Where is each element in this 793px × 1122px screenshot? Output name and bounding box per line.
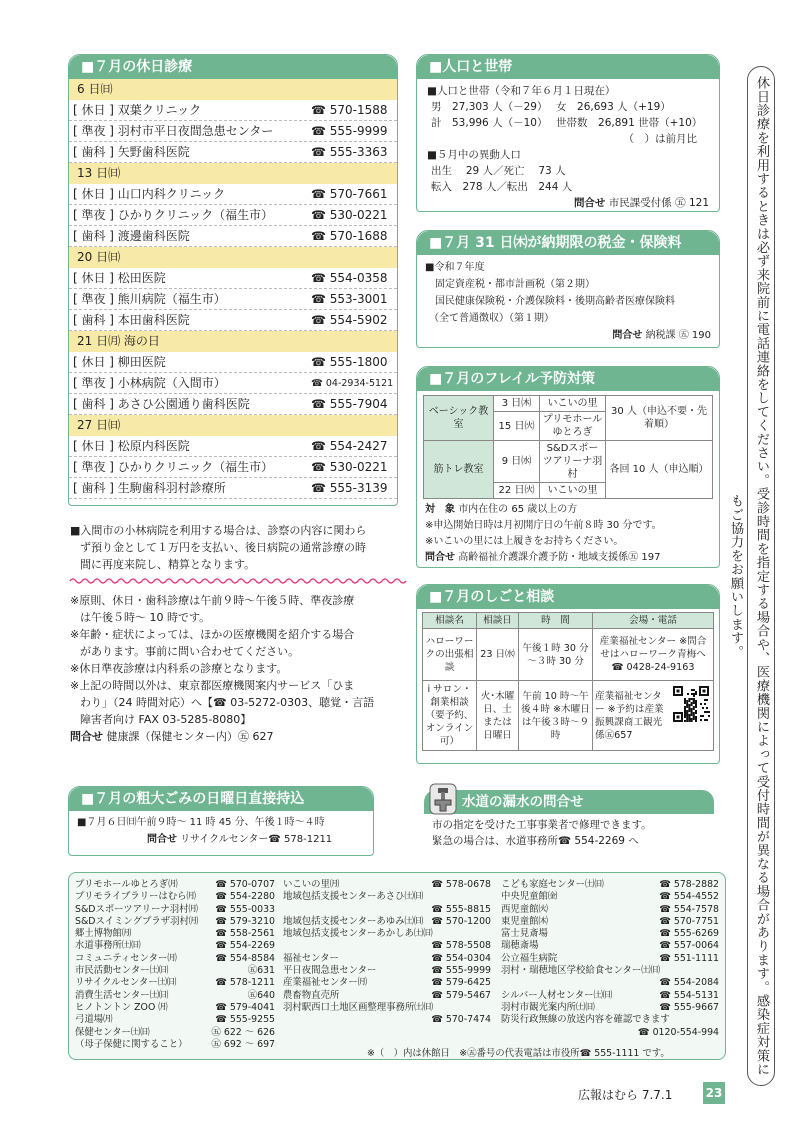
note-line: ※年齢・症状によっては、ほかの医療機関を紹介する場合 (70, 628, 355, 641)
facility-name: 瑞穂斎場 (501, 940, 539, 952)
clinic-name: [ 準夜 ] 羽村市平日夜間急患センター (73, 124, 274, 138)
clinic-name: [ 歯科 ] あさひ公園通り歯科医院 (73, 397, 250, 411)
directory-entry (283, 990, 491, 1002)
holiday-panel (68, 54, 398, 506)
directory-entry (75, 940, 275, 952)
directory-entry (283, 916, 491, 928)
jobs-day: 火･木曜日、土または日曜日 (477, 681, 519, 751)
directory-entry (501, 1002, 719, 1014)
pop-line: 男 27,303 人（－29） 女 26,693 人（+19） (431, 101, 671, 113)
directory-entry (283, 879, 491, 891)
facility-name: 羽村市観光案内所㈯㈰ (501, 1001, 595, 1013)
target-value: 市内在住の 65 歳以上の方 (458, 504, 578, 515)
directory-entry (75, 1039, 275, 1051)
directory-entry (501, 990, 719, 1002)
holiday-row (69, 394, 397, 415)
clinic-name: [ 歯科 ] 本田歯科医院 (73, 313, 190, 327)
directory-entry (501, 940, 719, 952)
facility-name: 羽村・瑞穂地区学校給食センター㈯㈰ (501, 965, 661, 977)
course-date: 9 日㈬ (494, 441, 540, 483)
facility-phone[interactable]: ㊄631 (247, 965, 275, 977)
note-line: 障害者向け FAX 03-5285-8080】 (80, 713, 252, 726)
target-label: 対 象 (425, 504, 455, 515)
contact-label: 問合せ (573, 197, 606, 209)
facility-phone[interactable]: ☎ 570-0707 (215, 879, 275, 890)
directory-entry (501, 953, 719, 965)
note-line: ■入間市の小林病院を利用する場合は、診察の内容に関わら (70, 524, 367, 537)
facility-name: 富士見斎場 (501, 928, 548, 940)
facility-phone[interactable]: ㊄640 (247, 989, 275, 1001)
frail-target (425, 502, 711, 518)
facility-phone[interactable]: ☎ 570-7474 (431, 1014, 491, 1026)
tax-line: ■令和７年度 (425, 262, 485, 273)
facility-phone[interactable]: ㊄ 692 ～ 697 (211, 1038, 275, 1050)
jobs-time: 午後１時 30 分～３時 30 分 (519, 629, 593, 681)
note-line: があります。事前に問い合わせてください。 (80, 645, 300, 658)
course-capacity: 30 人（申込不要・先着順） (606, 396, 713, 441)
tax-line: （全て普通徴収）（第１期） (429, 313, 554, 324)
faucet-icon (426, 778, 460, 818)
tax-line: 国民健康保険税・介護保険料・後期高齢者医療保険料 (435, 296, 675, 307)
clinic-name: [ 準夜 ] ひかりクリニック（福生市） (73, 208, 274, 222)
clinic-phone[interactable]: ☎ 554-5902 (311, 313, 388, 327)
facility-name: 水道事務所㈯㈰ (75, 940, 141, 952)
frail-note: ※いこいの里には上履きをお持ちください。 (425, 536, 624, 547)
holiday-date: 20 日㈰ (69, 247, 397, 268)
contact-value: 市民課受付係 ㊄ 121 (608, 197, 709, 209)
facility-name (283, 1014, 431, 1026)
facility-name: 平日夜間急患センター (283, 965, 377, 977)
holiday-row (69, 289, 397, 310)
contact-value: リサイクルセンター☎ 578-1211 (180, 834, 333, 845)
jobs-title: ■７月のしごと相談 (417, 585, 719, 609)
course-date: 15 日㈫ (494, 412, 540, 441)
note-line: ※上記の時間以外は、東京都医療機関案内サービス「ひま (70, 679, 355, 692)
note-line: わり」（24 時間対応）へ【☎ 03-5272-0303、聴覚・言語 (80, 696, 375, 709)
jobs-name: i サロン・創業相談（要予約、オンライン可） (423, 681, 477, 751)
tax-contact (425, 327, 711, 344)
frail-note: ※申込開始日時は月初開庁日の午前８時 30 分です。 (425, 520, 662, 531)
holiday-row (69, 226, 397, 247)
course-place: いこいの里 (540, 396, 606, 412)
holiday-date: 27 日㈰ (69, 415, 397, 436)
facility-phone[interactable]: ☎ 578-1211 (215, 977, 275, 989)
tax-panel (416, 230, 720, 348)
directory-entry (75, 1002, 275, 1014)
directory-entry (75, 965, 275, 977)
clinic-name: [ 休日 ] 松田医院 (73, 271, 166, 285)
clinic-name: [ 準夜 ] ひかりクリニック（福生市） (73, 460, 274, 474)
facility-directory (68, 872, 726, 1060)
holiday-row (69, 457, 397, 478)
clinic-phone[interactable]: ☎ 553-3001 (311, 292, 388, 306)
directory-footnote: ※（ ）内は休館日 ※㊄番号の代表電話は市役所☎ 555-1111 です。 (367, 1048, 670, 1059)
holiday-row (69, 184, 397, 205)
frail-contact (425, 550, 711, 566)
facility-phone[interactable]: ☎ 554-8584 (215, 952, 275, 964)
holiday-list (69, 79, 397, 499)
directory-entry (501, 977, 719, 989)
directory-entry (75, 879, 275, 891)
facility-name: 市民活動センター㈯㈰ (75, 965, 169, 977)
facility-phone[interactable]: ☎ 554-0304 (431, 952, 491, 964)
clinic-name: [ 歯科 ] 生駒歯科羽村診療所 (73, 481, 226, 495)
directory-entry (501, 904, 719, 916)
directory-entry (501, 879, 719, 891)
directory-entry (283, 940, 491, 952)
directory-entry (75, 990, 275, 1002)
contact-value: 高齢福祉介護課介護予防・地域支援係㊄ 197 (458, 552, 661, 563)
population-panel (416, 54, 720, 212)
jobs-venue (593, 681, 714, 751)
contact-label: 問合せ (612, 330, 643, 341)
facility-phone[interactable]: ☎ 558-2561 (215, 928, 275, 940)
clinic-phone[interactable]: ☎ 570-1688 (311, 229, 388, 243)
facility-name: コミュニティセンター㈪ (75, 952, 177, 964)
qr-code-icon[interactable] (672, 685, 710, 723)
jobs-header: 相談日 (477, 613, 519, 629)
facility-name: シルバー人材センター㈯㈰ (501, 989, 613, 1001)
jobs-header: 相談名 (423, 613, 477, 629)
clinic-phone[interactable]: ☎ 570-7661 (311, 187, 388, 201)
facility-phone[interactable]: ☎ 554-2269 (215, 940, 275, 952)
water-title (424, 790, 714, 814)
directory-entry (75, 977, 275, 989)
facility-phone[interactable]: ☎ 554-7578 (659, 903, 719, 915)
facility-phone[interactable]: ☎ 555-9999 (431, 965, 491, 977)
facility-phone[interactable]: ㊄ 622 ～ 626 (211, 1026, 275, 1038)
clinic-name: [ 準夜 ] 熊川病院（福生市） (73, 292, 226, 306)
facility-phone[interactable]: ☎ 555-9667 (659, 1001, 719, 1013)
facility-phone[interactable]: ☎ 578-2882 (659, 879, 719, 890)
clinic-name: [ 歯科 ] 渡邊歯科医院 (73, 229, 190, 243)
gomi-title: ■７月の粗大ごみの日曜日直接持込 (69, 787, 373, 811)
water-line: 市の指定を受けた工事事業者で修理できます。 (432, 819, 652, 831)
holiday-title: ■７月の休日診療 (69, 55, 397, 79)
directory-entry (283, 928, 491, 940)
pop-line: 転入 278 人／転出 244 人 (431, 181, 573, 193)
holiday-date: 13 日㈰ (69, 163, 397, 184)
directory-entry (501, 891, 719, 903)
jobs-day: 23 日㈬ (477, 629, 519, 681)
facility-name: 防災行政無線の放送内容を確認できます (501, 1014, 670, 1026)
holiday-row (69, 268, 397, 289)
clinic-name: [ 休日 ] 双葉クリニック (73, 103, 202, 117)
facility-name: 福祉センター (283, 952, 339, 964)
facility-phone[interactable]: ☎ 554-2280 (215, 891, 275, 903)
clinic-phone[interactable]: ☎ 555-7904 (311, 397, 388, 411)
facility-phone[interactable]: ☎ 579-4041 (215, 1001, 275, 1013)
course-date: 3 日㈭ (494, 396, 540, 412)
directory-entry (501, 928, 719, 940)
jobs-table (422, 612, 714, 751)
clinic-name: [ 休日 ] 山口内科クリニック (73, 187, 226, 201)
directory-column-2 (283, 879, 491, 1027)
wave-divider (70, 576, 400, 586)
clinic-phone[interactable]: ☎ 530-0221 (311, 460, 388, 474)
facility-name: プリモライブラリーはむら㈪ (75, 891, 196, 903)
clinic-phone[interactable]: ☎ 570-1588 (311, 103, 388, 117)
contact-label: 問合せ (70, 730, 103, 743)
tax-title: ■７月 31 日㈭が納期限の税金・保険料 (417, 231, 719, 255)
note-line: ※休日準夜診療は内科系の診療となります。 (70, 662, 288, 675)
clinic-phone[interactable]: ☎ 554-2427 (311, 439, 388, 453)
jobs-header: 時 間 (519, 613, 593, 629)
directory-entry (75, 928, 275, 940)
clinic-phone[interactable]: ☎ 04-2934-5121 (311, 378, 394, 389)
facility-phone[interactable]: ☎ 570-1200 (431, 915, 491, 927)
directory-entry (501, 1014, 719, 1026)
facility-name: 地域包括支援センターあさひ㈯㈰ (283, 891, 424, 903)
directory-entry (501, 1027, 719, 1039)
facility-name: 中央児童館㈮ (501, 891, 558, 903)
directory-entry (283, 965, 491, 977)
water-panel (424, 790, 714, 856)
facility-name: S&Dスイミングプラザ羽村㈪ (75, 915, 199, 927)
holiday-date: 21 日㈪ 海の日 (69, 331, 397, 352)
page-number: 23 (703, 1082, 725, 1104)
facility-phone[interactable]: ☎ 554-2084 (659, 977, 719, 989)
pop-line: ■５月中の異動人口 (427, 149, 521, 161)
facility-name (283, 904, 431, 916)
facility-name: 郷土博物館㈪ (75, 928, 132, 940)
contact-label: 問合せ (425, 552, 455, 563)
facility-name: 消費生活センター㈯㈰ (75, 989, 169, 1001)
facility-phone[interactable]: ☎ 578-5508 (431, 940, 491, 952)
facility-phone[interactable]: ☎ 578-0678 (431, 879, 491, 890)
contact-label: 問合せ (147, 834, 177, 845)
directory-entry (75, 916, 275, 928)
facility-name (283, 940, 431, 952)
directory-entry (501, 916, 719, 928)
facility-name: 保健センター㈯㈰ (75, 1026, 150, 1038)
facility-phone[interactable]: ☎ 554-4552 (659, 891, 719, 903)
jobs-venue: 産業福祉センター ※問合せはハローワーク青梅へ ☎ 0428-24-9163 (593, 629, 714, 681)
clinic-phone[interactable]: ☎ 555-1800 (311, 355, 388, 369)
holiday-row (69, 100, 397, 121)
facility-name: 西児童館㈫ (501, 903, 548, 915)
facility-name: 産業福祉センター㈪ (283, 977, 368, 989)
clinic-name: [ 休日 ] 柳田医院 (73, 355, 166, 369)
facility-name: 羽村駅西口土地区画整理事務所㈯㈰ (283, 1001, 434, 1013)
facility-phone[interactable]: ☎ 551-1111 (659, 952, 719, 964)
course-place: いこいの里 (540, 483, 606, 499)
directory-entry (283, 1002, 491, 1014)
facility-name: リサイクルセンター㈯㈰ (75, 977, 177, 989)
directory-column-3 (501, 879, 719, 1039)
gomi-panel (68, 786, 374, 856)
clinic-name: [ 歯科 ] 矢野歯科医院 (73, 145, 190, 159)
holiday-row (69, 436, 397, 457)
facility-phone[interactable]: ☎ 554-5131 (659, 989, 719, 1001)
pop-line: ■人口と世帯（令和７年６月１日現在） (427, 85, 616, 97)
holiday-row (69, 310, 397, 331)
facility-phone[interactable]: ☎ 557-0064 (659, 940, 719, 952)
facility-phone[interactable]: ☎ 555-6269 (659, 928, 719, 940)
directory-entry (283, 977, 491, 989)
jobs-time: 午前 10 時～午後４時 ※木曜日は午後３時～９時 (519, 681, 593, 751)
directory-column-1 (75, 879, 275, 1051)
holiday-row (69, 142, 397, 163)
course-place: プリモホールゆとろぎ (540, 412, 606, 441)
clinic-name: [ 準夜 ] 小林病院（入間市） (73, 376, 226, 390)
holiday-notes (70, 592, 400, 745)
note-line: ず預り金として１万円を支払い、後日病院の通常診療の時 (80, 541, 366, 554)
course-name: ベーシック教室 (424, 396, 494, 441)
facility-phone[interactable]: ☎ 579-6425 (431, 977, 491, 989)
clinic-phone[interactable]: ☎ 555-3363 (311, 145, 388, 159)
pop-line: 出生 29 人／死亡 73 人 (431, 165, 566, 177)
facility-name: 地域包括支援センターあかしあ㈯㈰ (283, 928, 433, 940)
facility-name: 地域包括支援センターあゆみ㈯㈰ (283, 915, 424, 927)
facility-name: いこいの里㈪ (283, 879, 340, 890)
population-contact (427, 195, 709, 211)
directory-entry (283, 891, 491, 903)
facility-phone[interactable]: ☎ 579-5467 (431, 989, 491, 1001)
directory-entry (283, 953, 491, 965)
facility-phone[interactable]: ☎ 555-9255 (215, 1014, 275, 1026)
jobs-name: ハローワークの出張相談 (423, 629, 477, 681)
frail-table (423, 395, 713, 499)
frail-title: ■７月のフレイル予防対策 (417, 367, 719, 391)
facility-name: ヒノトントン ZOO ㈪ (75, 1001, 168, 1013)
holiday-date: 6 日㈰ (69, 79, 397, 100)
directory-entry (75, 1014, 275, 1026)
facility-name: S&Dスポーツアリーナ羽村㈪ (75, 903, 198, 915)
contact-value: 納税課 ㊄ 190 (645, 330, 711, 341)
jobs-panel (416, 584, 720, 764)
facility-name: 弓道場㈪ (75, 1014, 113, 1026)
clinic-phone[interactable]: ☎ 555-9999 (311, 124, 388, 138)
gomi-contact (77, 831, 365, 848)
note-line: 間に再度来院し、精算となります。 (80, 558, 256, 571)
facility-name: 農畜物直売所 (283, 989, 340, 1001)
pop-line: 計 53,996 人（－10） 世帯数 26,891 世帯（+10） (431, 117, 703, 129)
clinic-name: [ 休日 ] 松原内科医院 (73, 439, 190, 453)
tax-line: 固定資産税・都市計画税（第２期） (435, 279, 595, 290)
facility-name: 東児童館㈭ (501, 915, 548, 927)
note-line: は午後５時～ 10 時です。 (80, 611, 211, 624)
holiday-row (69, 352, 397, 373)
directory-entry (283, 1014, 491, 1026)
frail-panel (416, 366, 720, 568)
pop-line: （ ）は前月比 (623, 133, 697, 145)
facility-name: 公立福生病院 (501, 952, 558, 964)
facility-name: こども家庭センター㈯㈰ (501, 879, 604, 890)
holiday-row (69, 373, 397, 394)
side-note: 休日診療を利用するときは必ず来院前に電話連絡をしてください。受診時間を指定する場合や、医療機関によって受付時間が異なる場合があります。感染症対策にもご協力をお願いします。 (747, 66, 775, 1086)
jobs-header: 会場・電話 (593, 613, 714, 629)
contact-value: 健康課（保健センター内）㊄ 627 (106, 730, 274, 743)
facility-phone[interactable]: ☎ 0120-554-994 (637, 1026, 719, 1038)
course-place: S&Dスポーツアリーナ羽村 (540, 441, 606, 483)
clinic-phone[interactable]: ☎ 530-0221 (311, 208, 388, 222)
directory-entry (75, 904, 275, 916)
directory-entry (75, 953, 275, 965)
clinic-phone[interactable]: ☎ 555-3139 (311, 481, 388, 495)
facility-phone[interactable]: ☎ 555-8815 (431, 903, 491, 915)
course-date: 22 日㈫ (494, 483, 540, 499)
holiday-row (69, 205, 397, 226)
facility-name: （母子保健に関すること） (75, 1038, 188, 1050)
directory-entry (501, 965, 719, 977)
directory-entry (75, 891, 275, 903)
facility-name (501, 1027, 638, 1039)
facility-phone[interactable]: ☎ 579-3210 (215, 915, 275, 927)
course-capacity: 各回 10 人（申込順） (606, 441, 713, 499)
gomi-line: ■７月６日㈰午前９時～ 11 時 45 分、午後１時～４時 (77, 817, 325, 828)
water-line: 緊急の場合は、水道事務所☎ 554-2269 へ (432, 835, 639, 847)
population-title: ■人口と世帯 (417, 55, 719, 79)
facility-phone[interactable]: ☎ 570-7751 (659, 915, 719, 927)
jobs-venue-text: 産業福祉センター ※予約は産業振興課商工観光係㊄657 (595, 690, 664, 741)
clinic-phone[interactable]: ☎ 554-0358 (311, 271, 388, 285)
course-name: 筋トレ教室 (424, 441, 494, 499)
holiday-row (69, 121, 397, 142)
kobayashi-note (70, 522, 400, 573)
holiday-row (69, 478, 397, 499)
directory-entry (283, 904, 491, 916)
directory-entry (75, 1027, 275, 1039)
water-title-text: 水道の漏水の問合せ (462, 794, 584, 810)
facility-name: プリモホールゆとろぎ㈪ (75, 879, 178, 890)
note-line: ※原則、休日・歯科診療は午前９時～午後５時、準夜診療 (70, 594, 355, 607)
facility-phone[interactable]: ☎ 555-0033 (215, 903, 275, 915)
holiday-contact (70, 728, 400, 745)
footer-publication: 広報はむら 7.7.1 (578, 1088, 673, 1102)
facility-name (501, 977, 659, 989)
